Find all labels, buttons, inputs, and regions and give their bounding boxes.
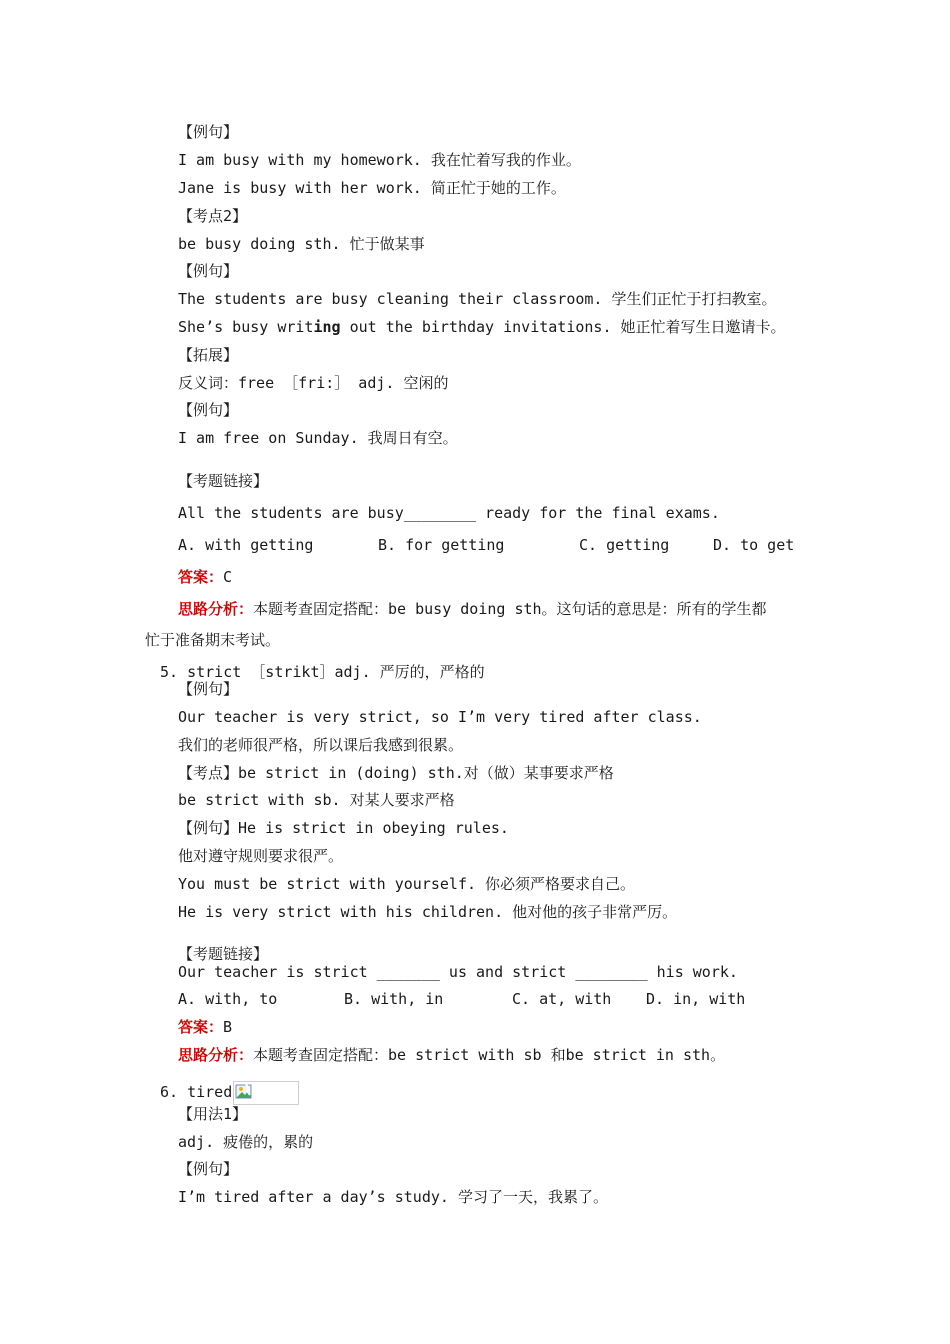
vocab-heading: 5. strict ［strikt］adj. 严厉的，严格的 [160,663,485,681]
analysis-line [178,1045,725,1065]
example-sentence: The students are busy cleaning their classroom. 学生们正忙于打扫教室。 [178,290,777,308]
option-a: A. with getting [178,536,314,554]
answer-line [178,567,232,587]
example-sentence: He is very strict with his children. 他对他的孩子非常严厉。 [178,903,678,921]
text-run: She’s busy writ [178,318,314,336]
key-point-text: 【考点】be strict in (doing) sth.对（做）某事要求严格 [178,764,614,782]
analysis-text: 本题考查固定搭配：be strict with sb 和be strict in sth。 [253,1046,726,1064]
analysis-line [178,599,767,619]
label-usage: 【用法1】 [178,1105,248,1123]
example-sentence: I am busy with my homework. 我在忙着写我的作业。 [178,151,581,169]
key-point-text: be strict with sb. 对某人要求严格 [178,791,455,809]
label-key-point: 【考点2】 [178,207,248,225]
vocab-heading [160,1080,299,1105]
broken-image-placeholder [233,1081,299,1105]
option-b: B. for getting [378,536,505,554]
label-example: 【例句】 [178,401,239,419]
example-sentence: You must be strict with yourself. 你必须严格要求自己。 [178,875,636,893]
analysis-text-cont: 忙于准备期末考试。 [145,631,281,649]
antonym-text: 反义词：free ［fri:］ adj. 空闲的 [178,374,449,392]
label-exam-link: 【考题链接】 [178,945,269,963]
question-text: Our teacher is strict _______ us and strict ________ his work. [178,963,738,981]
option-b: B. with, in [344,990,444,1008]
example-sentence [178,317,786,337]
text-run: out the birthday invitations. 她正忙着写生日邀请卡。 [340,318,786,336]
analysis-label: 思路分析： [178,600,254,618]
answer-value: C [223,568,233,586]
label-example: 【例句】 [178,262,239,280]
label-example: 【例句】 [178,1160,239,1178]
question-text: All the students are busy________ ready for the final exams. [178,504,720,522]
example-sentence: Jane is busy with her work. 简正忙于她的工作。 [178,179,566,197]
label-example: 【例句】 [178,123,239,141]
label-exam-link: 【考题链接】 [178,472,269,490]
label-extension: 【拓展】 [178,346,239,364]
option-c: C. at, with [512,990,612,1008]
vocab-word: 6. tired [160,1083,233,1101]
example-sentence: 【例句】He is strict in obeying rules. [178,819,509,837]
option-d: D. to get [713,536,795,554]
answer-line [178,1017,232,1037]
example-translation: 他对遵守规则要求很严。 [178,847,344,865]
example-sentence: I am free on Sunday. 我周日有空。 [178,429,458,447]
answer-label: 答案： [178,1018,224,1036]
analysis-text: 本题考查固定搭配：be busy doing sth。这句话的意思是：所有的学生都 [253,600,767,618]
usage-text: adj. 疲倦的，累的 [178,1133,314,1151]
example-translation: 我们的老师很严格，所以课后我感到很累。 [178,736,464,754]
option-d: D. in, with [646,990,746,1008]
label-example: 【例句】 [178,680,239,698]
analysis-label: 思路分析： [178,1046,254,1064]
example-sentence: Our teacher is very strict, so I’m very tired after class. [178,708,702,726]
key-point-text: be busy doing sth. 忙于做某事 [178,235,425,253]
example-sentence: I’m tired after a day’s study. 学习了一天，我累了。 [178,1188,608,1206]
answer-value: B [223,1018,233,1036]
answer-label: 答案： [178,568,224,586]
option-c: C. getting [579,536,670,554]
bold-run: ing [313,318,341,336]
option-a: A. with, to [178,990,278,1008]
broken-image-icon [235,1083,253,1101]
